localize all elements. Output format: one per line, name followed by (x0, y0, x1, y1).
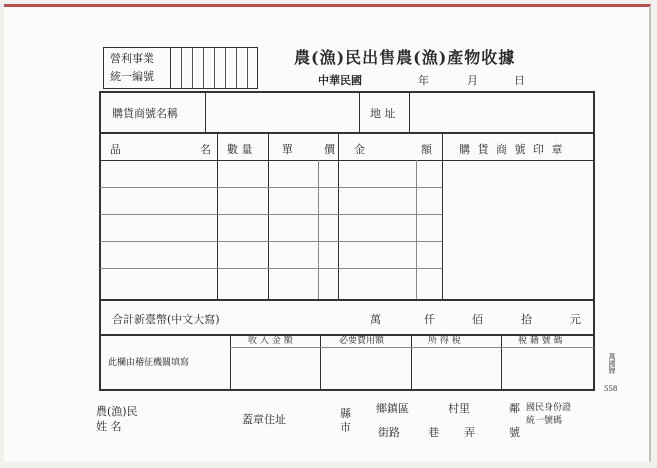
receipt-title: 農(漁)民出售農(漁)產物收據 (294, 48, 516, 67)
footer-farmer-2: 姓 名 (96, 420, 122, 433)
footer-id-2: 統一號碼 (526, 416, 563, 426)
footer-id-1: 國民身份證 (526, 403, 572, 413)
footer-city-1: 縣 (340, 407, 351, 420)
footer-seal-addr: 蓋章住址 (242, 413, 286, 426)
footer-village: 村里 (448, 402, 470, 415)
footer-township: 鄉鎮區 (376, 402, 409, 415)
col-seal: 購 貨 商 號 印 章 (459, 143, 565, 156)
total-qian: 仟 (424, 313, 435, 326)
footer-neighbor: 鄰 (509, 402, 520, 415)
total-yuan: 元 (570, 313, 581, 326)
tax-id: 稅 籍 號 碼 (518, 336, 563, 346)
tax-income: 收 入 金 額 (248, 336, 293, 346)
footer-alley: 弄 (464, 426, 475, 439)
address-label: 地 址 (370, 107, 396, 120)
ubn-box (103, 47, 258, 89)
footer-street: 街路 (378, 426, 400, 439)
date-month: 月 (467, 74, 478, 87)
tax-expense: 必要費用額 (339, 336, 385, 346)
col-price-b: 價 (324, 143, 335, 156)
tax-section-label: 此欄由稽征機關填寫 (108, 358, 190, 368)
footer-farmer-1: 農(漁)民 (96, 405, 138, 418)
footer-lane: 巷 (428, 426, 439, 439)
buyer-name-label: 購貨商號名稱 (112, 107, 178, 120)
receipt-paper (4, 4, 651, 462)
col-item-a: 品 (110, 143, 121, 156)
col-price-a: 單 (282, 143, 293, 156)
col-amount-a: 金 (354, 143, 365, 156)
col-amount-b: 額 (421, 143, 432, 156)
ubn-label-1: 營利事業 (110, 52, 154, 65)
ubn-label-2: 統一編號 (110, 70, 154, 83)
side-num: 558 (604, 385, 618, 393)
date-era: 中華民國 (318, 74, 362, 87)
col-item-b: 名 (200, 143, 211, 156)
total-wan: 萬 (370, 313, 381, 326)
total-label: 合計新臺幣(中文大寫) (112, 313, 220, 326)
footer-number: 號 (509, 426, 520, 439)
date-year: 年 (418, 74, 429, 87)
tax-taxable: 所 得 稅 (428, 336, 461, 346)
footer-city-2: 市 (340, 421, 351, 434)
total-bai: 佰 (472, 313, 483, 326)
side-code: 萬國牌 (608, 353, 616, 374)
date-day: 日 (514, 74, 525, 87)
col-qty: 數 量 (227, 143, 253, 156)
total-shi: 拾 (521, 313, 532, 326)
